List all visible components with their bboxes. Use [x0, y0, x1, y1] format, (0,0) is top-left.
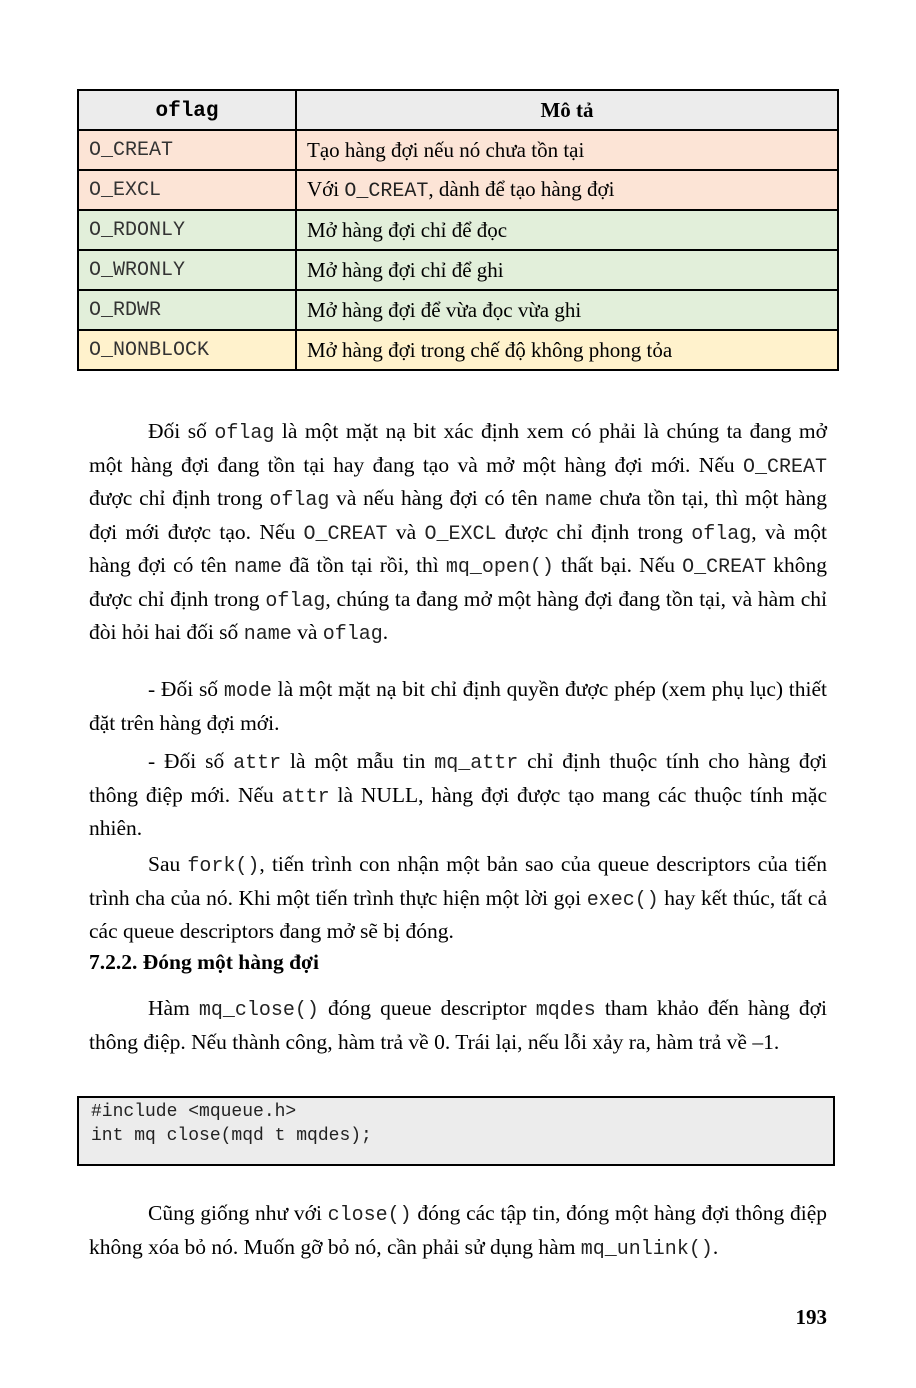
- description-cell: Mở hàng đợi để vừa đọc vừa ghi: [296, 290, 838, 330]
- table-row: [78, 290, 838, 330]
- paragraph-fork: Sau fork(), tiến trình con nhận một bản sao của queue descriptors của tiến trình cha của nó. Khi một tiến trình thực hiện một lời gọi exec() hay kết thúc, tất cả các queue descriptors đang mở sẽ bị đóng.: [89, 852, 827, 943]
- code-block: [77, 1096, 835, 1166]
- flag-cell: O_CREAT: [78, 130, 296, 170]
- code-line: int mq close(mqd t mqdes);: [91, 1126, 372, 1146]
- table-row: [78, 130, 838, 170]
- section-heading: 7.2.2. Đóng một hàng đợi: [89, 950, 319, 974]
- paragraph-mode: - Đối số mode là một mặt nạ bit chỉ định quyền được phép (xem phụ lục) thiết đặt trên hàng đợi mới.: [89, 677, 828, 735]
- description-cell: Mở hàng đợi chỉ để đọc: [296, 210, 838, 250]
- paragraph-unlink: Cũng giống như với close() đóng các tập tin, đóng một hàng đợi thông điệp không xóa bỏ nó. Muốn gỡ bỏ nó, cần phải sử dụng hàm mq_unlink().: [89, 1201, 827, 1261]
- table-row: [78, 250, 838, 290]
- description-cell: Tạo hàng đợi nếu nó chưa tồn tại: [296, 130, 838, 170]
- description-cell: Với O_CREAT, dành để tạo hàng đợi: [296, 170, 838, 210]
- flag-cell: O_RDONLY: [78, 210, 296, 250]
- oflag-table: [77, 89, 839, 371]
- table-row: [78, 210, 838, 250]
- table-header-description: Mô tả: [296, 90, 838, 130]
- paragraph-attr: - Đối số attr là một mẫu tin mq_attr chỉ định thuộc tính cho hàng đợi thông điệp mới. Nếu attr là NULL, hàng đợi được tạo mang các thuộc tính mặc nhiên.: [89, 749, 828, 840]
- flag-cell: O_EXCL: [78, 170, 296, 210]
- description-cell: Mở hàng đợi chỉ để ghi: [296, 250, 838, 290]
- flag-cell: O_WRONLY: [78, 250, 296, 290]
- table-header-oflag: oflag: [78, 90, 296, 130]
- paragraph-oflag: Đối số oflag là một mặt nạ bit xác định xem có phải là chúng ta đang mở một hàng đợi đang tồn tại hay đang tạo và mở một hàng đợi mới. Nếu O_CREAT được chỉ định trong oflag và nếu hàng đợi có tên name chưa tồn tại, thì một hàng đợi mới được tạo. Nếu O_CREAT và O_EXCL được chỉ định trong oflag, và một hàng đợi có tên name đã tồn tại rồi, thì mq_open() thất bại. Nếu O_CREAT không được chỉ định trong oflag, chúng ta đang mở một hàng đợi đang tồn tại, và hàm chỉ đòi hỏi hai đối số name và oflag.: [89, 419, 828, 646]
- table-row: [78, 330, 838, 370]
- paragraph-mq-close: Hàm mq_close() đóng queue descriptor mqdes tham khảo đến hàng đợi thông điệp. Nếu thành công, hàm trả về 0. Trái lại, nếu lỗi xảy ra, hàm trả về –1.: [89, 996, 827, 1054]
- flag-cell: O_NONBLOCK: [78, 330, 296, 370]
- flag-cell: O_RDWR: [78, 290, 296, 330]
- page-number: 193: [795, 1305, 827, 1329]
- table-row: [78, 170, 838, 210]
- code-line: #include <mqueue.h>: [91, 1102, 297, 1122]
- description-cell: Mở hàng đợi trong chế độ không phong tỏa: [296, 330, 838, 370]
